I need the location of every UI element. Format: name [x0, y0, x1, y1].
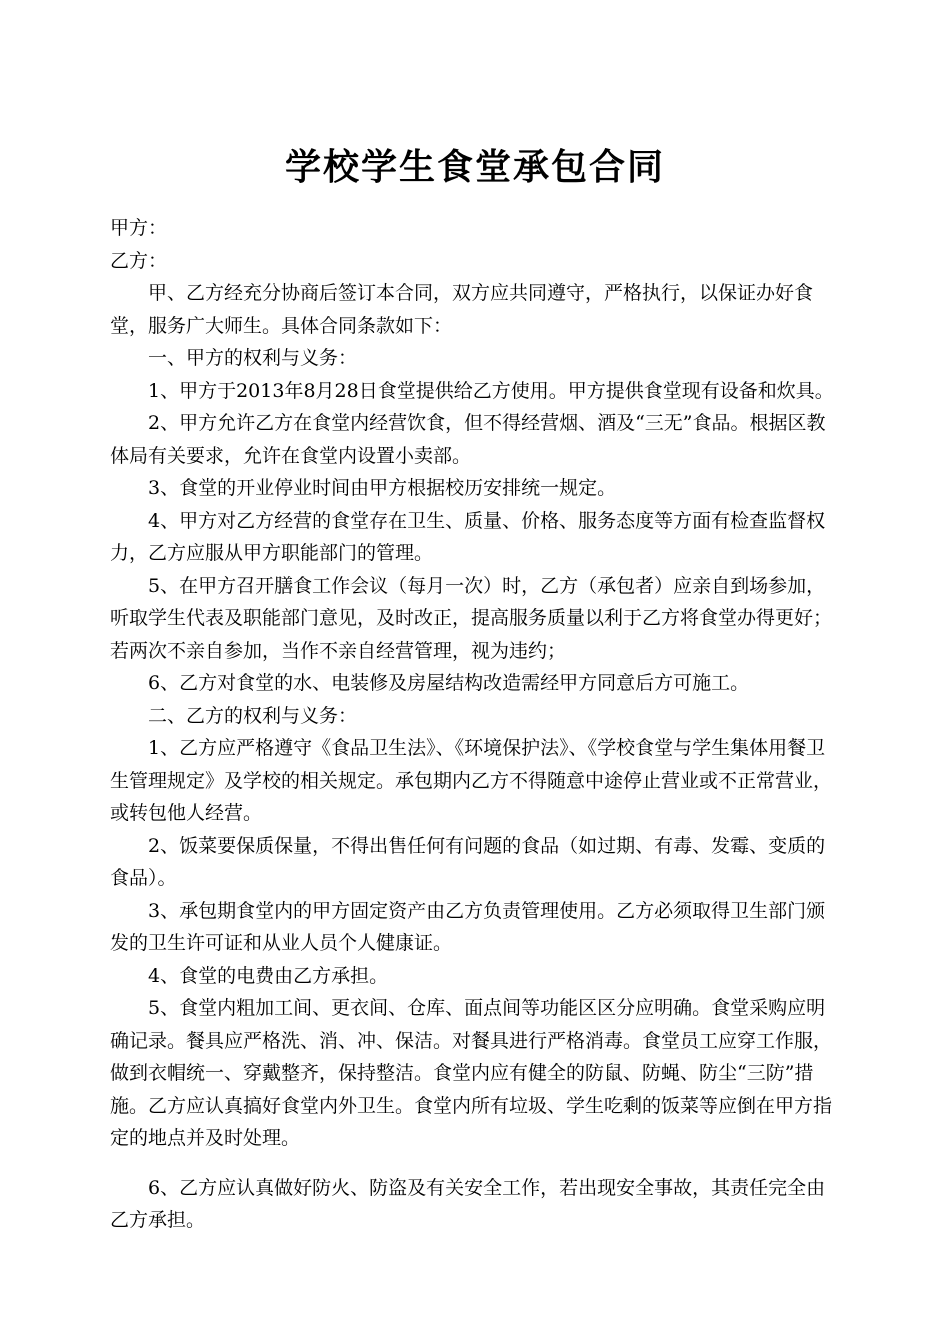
party-a-line: 甲方：	[110, 217, 168, 239]
clause-paragraph: 5、在甲方召开膳食工作会议（每月一次）时，乙方（承包者）应亲自到场参加，听取学生代表及职能部门意见，及时改正，提高服务质量以利于乙方将食堂办得更好；若两次不亲自参加，当作不亲自经营管理，视为违约；	[110, 574, 833, 662]
preamble-paragraph: 甲、乙方经充分协商后签订本合同，双方应共同遵守，严格执行，以保证办好食堂，服务广大师生。具体合同条款如下：	[110, 282, 814, 337]
clause-paragraph: 4、食堂的电费由乙方承担。	[148, 964, 389, 987]
section-heading-party-a: 一、甲方的权利与义务：	[148, 347, 358, 369]
clause-paragraph: 1、甲方于2013年8月28日食堂提供给乙方使用。甲方提供食堂现有设备和炊具。	[148, 379, 834, 402]
clause-paragraph: 6、乙方应认真做好防火、防盗及有关安全工作，若出现安全事故，其责任完全由乙方承担。	[110, 1176, 826, 1231]
clause-paragraph: 3、食堂的开业停业时间由甲方根据校历安排统一规定。	[148, 477, 617, 499]
clause-paragraph: 1、乙方应严格遵守《食品卫生法》、《环境保护法》、《学校食堂与学生集体用餐卫生管理规定》及学校的相关规定。承包期内乙方不得随意中途停止营业或不正常营业，或转包他人经营。	[110, 737, 833, 824]
clause-paragraph: 3、承包期食堂内的甲方固定资产由乙方负责管理使用。乙方必须取得卫生部门颁发的卫生许可证和从业人员个人健康证。	[110, 899, 826, 954]
party-b-line: 乙方：	[110, 249, 168, 272]
document-body	[110, 212, 838, 1237]
clause-paragraph: 2、饭菜要保质保量，不得出售任何有问题的食品（如过期、有毒、发霉、变质的食品）。	[110, 834, 826, 889]
clause-paragraph: 5、食堂内粗加工间、更衣间、仓库、面点间等功能区区分应明确。食堂采购应明确记录。餐具应严格洗、消、冲、保洁。对餐具进行严格消毒。食堂员工应穿工作服，做到衣帽统一、穿戴整齐，保持整洁。食堂内应有健全的防鼠、防蝇、防尘“三防”措施。乙方应认真搞好食堂内外卫生。食堂内所有垃圾、学生吃剩的饭菜等应倒在甲方指定的地点并及时处理。	[110, 997, 833, 1149]
clause-paragraph: 2、甲方允许乙方在食堂内经营饮食，但不得经营烟、酒及“三无”食品。根据区教体局有关要求，允许在食堂内设置小卖部。	[110, 412, 826, 467]
section-heading-party-b: 二、乙方的权利与义务：	[148, 704, 358, 727]
clause-paragraph: 6、乙方对食堂的水、电装修及房屋结构改造需经甲方同意后方可施工。	[148, 672, 750, 694]
clause-paragraph: 4、甲方对乙方经营的食堂存在卫生、质量、价格、服务态度等方面有检查监督权力，乙方应服从甲方职能部门的管理。	[110, 509, 826, 564]
document-title: 学校学生食堂承包合同	[284, 146, 665, 188]
